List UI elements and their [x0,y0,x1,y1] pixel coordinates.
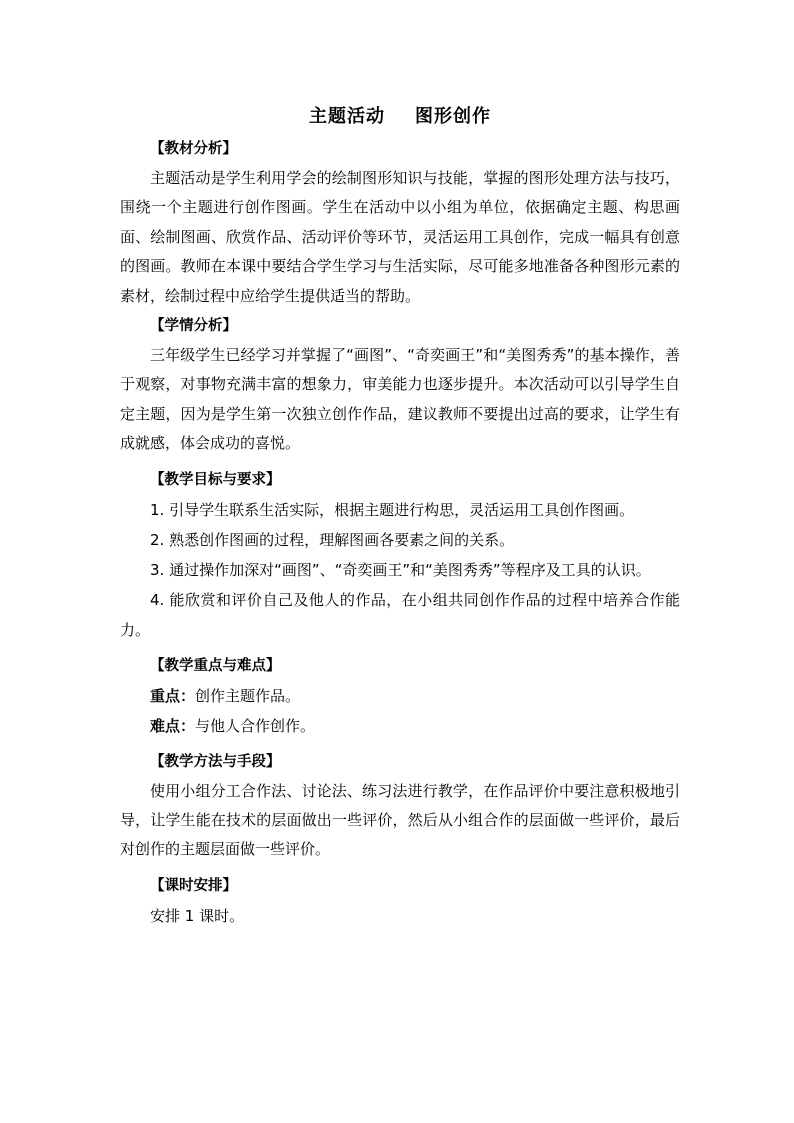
heading-student-analysis: 【学情分析】 [150,318,237,335]
goal-item-3: 3. 通过操作加深对“画图”、“奇奕画王”和“美图秀秀”等程序及工具的认识。 [150,560,651,579]
title-part-2: 图形创作 [415,106,491,127]
key-point-label: 重点： [150,686,196,705]
paragraph-textbook-analysis: 主题活动是学生利用学会的绘制图形知识与技能，掌握的图形处理方法与技巧，围绕一个主题进行创作图画。学生在活动中以小组为单位，依据确定主题、构思画面、绘制图画、欣赏作品、活动评价等环节，灵活运用工具创作，完成一幅具有创意的图画。教师在本课中要结合学生学习与生活实际，尽可能多地准备各种图形元素的素材，绘制过程中应给学生提供适当的帮助。 [120,169,680,305]
heading-textbook-analysis: 【教材分析】 [150,141,237,157]
key-point-text: 创作主题作品。 [195,686,301,705]
difficult-point-text: 与他人合作创作。 [195,716,316,735]
heading-class-schedule: 【课时安排】 [150,877,237,894]
title-part-1: 主题活动 [309,106,385,127]
key-point-line [120,681,680,711]
paragraph-teaching-methods: 使用小组分工合作法、讨论法、练习法进行教学，在作品评价中要注意积极地引导，让学生能在技术的层面做出一些评价，然后从小组合作的层面做一些评价，最后对创作的主题层面做一些评价。 [120,781,680,859]
document-page [120,100,680,931]
heading-key-points: 【教学重点与难点】 [150,657,281,674]
paragraph-class-schedule: 安排 1 课时。 [150,906,245,925]
goal-item-4: 4. 能欣赏和评价自己及他人的作品，在小组共同创作作品的过程中培养合作能力。 [120,590,680,639]
paragraph-student-analysis: 三年级学生已经学习并掌握了“画图”、“奇奕画王”和“美图秀秀”的基本操作，善于观察，对事物充满丰富的想象力，审美能力也逐步提升。本次活动可以引导学生自定主题，因为是学生第一次独立创作作品，建议教师不要提出过高的要求，让学生有成就感，体会成功的喜悦。 [120,346,680,453]
difficult-point-line [120,711,680,741]
heading-teaching-goals: 【教学目标与要求】 [150,471,281,488]
goal-item-2: 2. 熟悉创作图画的过程，理解图画各要素之间的关系。 [150,530,515,549]
heading-teaching-methods: 【教学方法与手段】 [150,753,281,770]
goal-item-1: 1. 引导学生联系生活实际，根据主题进行构思，灵活运用工具创作图画。 [150,500,635,519]
document-title [120,100,680,134]
difficult-point-label: 难点： [150,716,196,735]
